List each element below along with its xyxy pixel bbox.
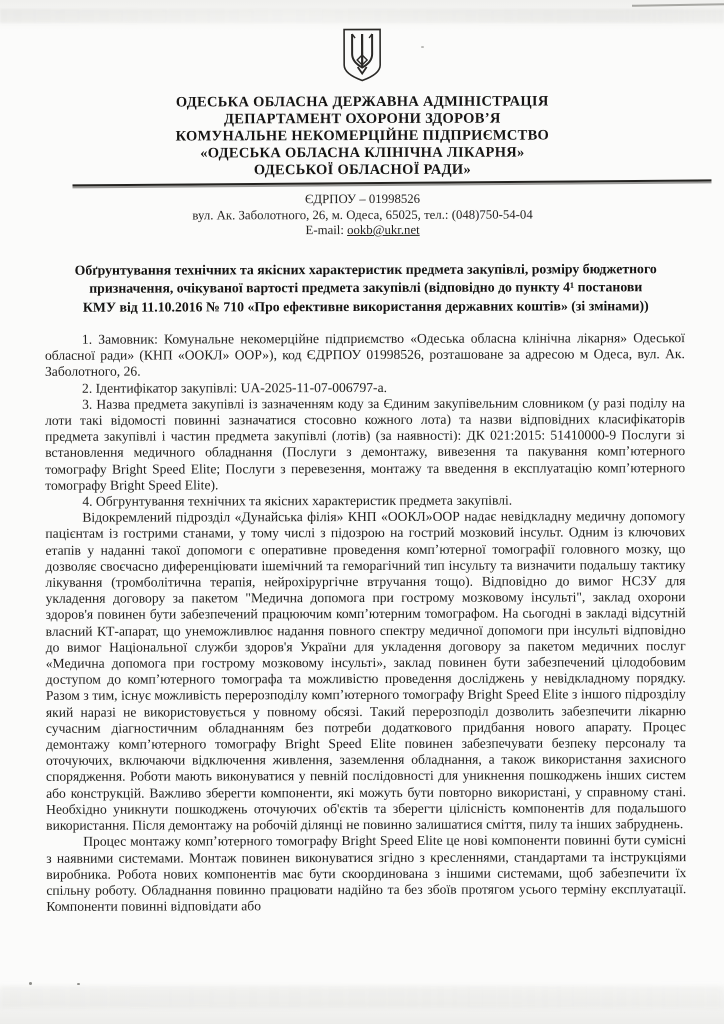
paragraph-justification-body: Відокремлений підрозділ «Дунайська філія» КНП «ООКЛ»ООР надає невідкладну медичну допомогу пацієнтам із гострими станами, у тому числі з підозрою на гострий мозковий інсульт. Одним із ключових етапів у наданні такої допомоги є оперативне проведення комп’ютерної томографії головного мозку, що дозволяє своєчасно диференціювати ішемічний та геморагічний тип інсульту та визначити подальшу тактику лікування (тромболітична терапія, нейрохірургічне втручання тощо). Відповідно до вимог НСЗУ для укладення договору за пакетом "Медична допомога при гострому мозковому інсульті", заклад охорони здоров'я повинен бути забезпечений працюючим комп’ютерним томографом. На сьогодні в закладі відсутній власний КТ-апарат, що унеможливлює надання повного спектру медичної допомоги при інсульті відповідно до вимог Національної служби здоров'я України для укладення договору за пакетом медичних послуг «Медична допомога при гострому мозковому інсульті», заклад повинен бути забезпечений цілодобовим доступом до комп’ютерного томографа та можливістю проведення досліджень у невідкладному порядку. Разом з тим, існує можливість перерозподілу комп’ютерного томографу Bright Speed Elite з іншого підрозділу який наразі не використовується у повному обсязі. Такий перерозподіл дозволить забезпечити лікарню сучасним діагностичним обладнанням без потреби додаткового придбання нового апарату. Процес демонтажу комп’ютерного томографу Bright Speed Elite повинен забезпечувати безпеку персоналу та оточуючих, включаючи відключення живлення, заземлення обладнання, а також використання захисного спорядження. Роботи мають виконуватися у певній послідовності для уникнення пошкоджень інших систем або конструкцій. Важливо зберегти компоненти, які можуть бути повторно використані, у справному стані. Необхідно уникнути пошкоджень оточуючих об'єктів та зберегти цілісність компонентів для подальшого використання. Після демонтажу на робочій ділянці не повинно залишатися сміття, пилу та інших забруднень. [45,508,687,833]
subject-line: Обґрунтування технічних та якісних характеристик предмета закупівлі, розміру бюджетного [74,260,657,278]
document-subject-heading [41,260,691,317]
org-line: ОДЕСЬКА ОБЛАСНА ДЕРЖАВНА АДМІНІСТРАЦІЯ [175,93,549,111]
paragraph-procurement-id: 2. Ідентифікатор закупівлі: UA-2025-11-07-006797-а. [81,379,388,396]
email-address: ookb@ukr.net [347,222,420,238]
paragraph-justification-heading: 4. Обгрунтування технічних та якісних характеристик предмета закупівлі. [82,492,513,509]
contact-block [1,191,724,239]
email-line [1,222,724,239]
paragraph-customer: 1. Замовник: Комунальне некомерційне підприємство «Одеська обласна клінічна лікарня» Одеської обласної ради» (КНП «ООКЛ» ООР»), код ЄДРПОУ 01998526, розташоване за адресою м Одеса, вул. Ак. Заболотного, 26. [44,330,685,380]
org-line: ОДЕСЬКОЇ ОБЛАСНОЇ РАДИ» [253,161,472,179]
scan-speck [77,983,80,985]
scan-speck [29,982,32,985]
ukraine-trident-emblem [0,0,724,88]
address-line: вул. Ак. Заболотного, 26, м. Одеса, 65025, тел.: (048)750-54-04 [192,207,533,222]
paragraph-installation: Процес монтажу комп’ютерного томографу Bright Speed Elite це нові компоненти повинні бути сумісні з наявними системами. Монтаж повинен виконуватися згідно з кресленнями, стандартами та інструкціями виробника. Робота нових компонентів має бути скоординована з іншими системами, щоб забезпечити їх спільну роботу. Обладнання повинно працювати надійно та без збоїв протягом усього терміну експлуатації. Компоненти повинні відповідати або [46,832,687,914]
subject-line: КМУ від 11.10.2016 № 710 «Про ефективне використання державних коштів» (зі змінами)) [82,297,649,315]
header-divider-line [72,179,711,186]
scan-artifact-bottom [0,986,724,1008]
document-body [45,330,687,915]
organization-letterhead [0,93,724,180]
edrpou-line: ЄДРПОУ – 01998526 [304,191,421,207]
org-line: ДЕПАРТАМЕНТ ОХОРОНИ ЗДОРОВ’Я [223,110,501,128]
subject-line: призначення, очікуваної вартості предмета закупівлі (відповідно до пункту 4¹ постанови [89,279,643,296]
org-line: «ОДЕСЬКА ОБЛАСНА КЛІНІЧНА ЛІКАРНЯ» [200,144,525,162]
paragraph-subject-name: 3. Назва предмета закупівлі із зазначенням коду за Єдиним закупівельним словником (у разі поділу на лоти такі відомості повинні зазначатися стосовно кожного лота) та назви відповідних класифікаторів предмета закупівлі і частин предмета закупівлі (лотів) (за наявності): ДК 021:2015: 51410000-9 Послуги зі встановлення медичного обладнання (Послуги з демонтажу, вивезення та пакування комп’ютерного томографу Bright Speed Elite; Послуги з перевезення, монтажу та введення в експлуатацію комп’ютерного томографу Bright Speed Elite). [45,394,686,493]
email-label: E-mail: [305,223,348,238]
org-line: КОМУНАЛЬНЕ НЕКОМЕРЦІЙНЕ ПІДПРИЄМСТВО [175,127,550,145]
